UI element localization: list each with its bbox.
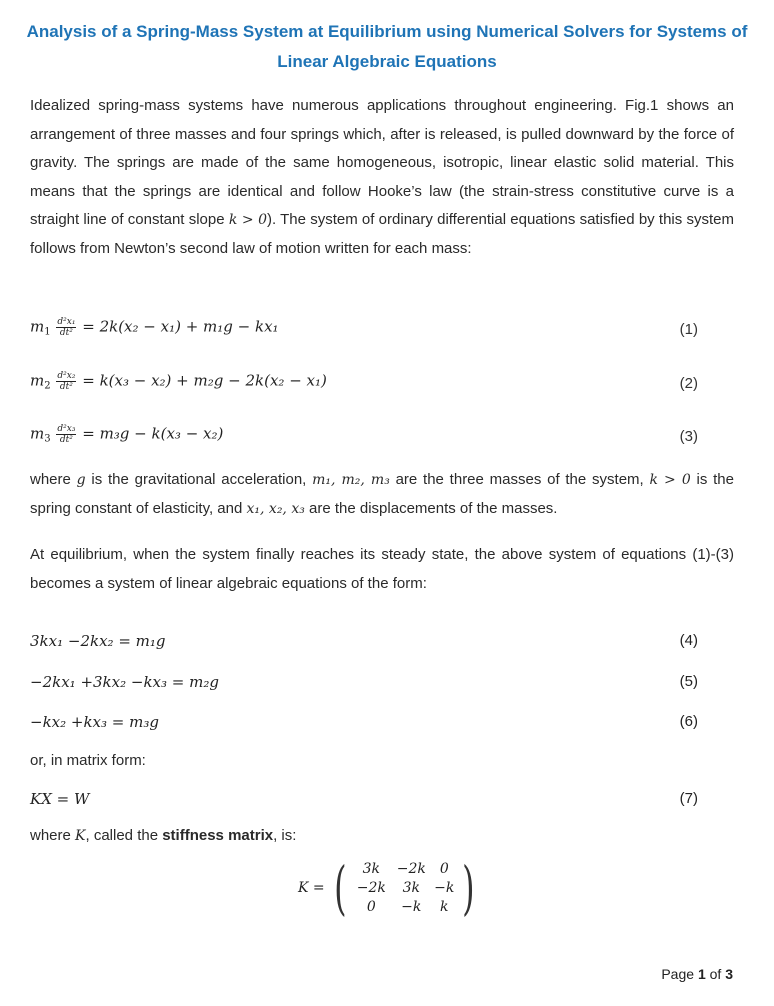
equation-3-body — [30, 424, 223, 445]
page-of: of — [709, 966, 722, 982]
equation-number: (2) — [679, 375, 698, 392]
matrix-grid — [351, 860, 457, 916]
mass-symbol: m — [30, 424, 45, 443]
equation-rhs: = k(x₃ − x₂) + m₂g − 2k(x₂ − x₁) — [82, 371, 327, 390]
matrix-cell: 3k — [362, 861, 380, 877]
equation-number: (1) — [679, 321, 698, 338]
mass-sub: 1 — [44, 326, 51, 338]
matrix-cell: 0 — [366, 899, 376, 915]
stiffness-matrix-term: stiffness matrix — [162, 827, 274, 844]
page-prefix: Page — [661, 966, 695, 982]
equation-rhs: = 2k(x₂ − x₁) + m₁g − kx₁ — [82, 317, 279, 336]
matrix-form-intro: or, in matrix form: — [30, 752, 146, 769]
where-paragraph — [30, 466, 734, 523]
text: are the displacements of the masses. — [309, 499, 558, 517]
math-g: g — [76, 472, 86, 488]
stiffness-paragraph — [30, 822, 734, 851]
stiffness-matrix — [298, 854, 480, 922]
intro-text-end: ). The system of ordinary differential equations satisfied by this system follows from Newton’s second law of motion written for each mass: — [30, 211, 734, 257]
text: where — [30, 471, 71, 488]
equation-text: −kx₂ +kx₃ = m₃g — [30, 713, 159, 731]
text: where — [30, 827, 71, 844]
total-pages: 3 — [725, 966, 733, 982]
math-masses: m₁, m₂, m₃ — [312, 472, 390, 488]
derivative — [56, 371, 76, 392]
mass-symbol: m — [30, 317, 45, 336]
derivative-den: dt² — [59, 382, 73, 392]
equation-2 — [30, 366, 698, 396]
matrix-cell: k — [440, 899, 449, 915]
matrix-label: K = — [298, 880, 325, 896]
equation-rhs: = m₃g − k(x₃ − x₂) — [82, 424, 224, 443]
equation-number: (3) — [679, 428, 698, 445]
text: is the gravitational acceleration, — [91, 471, 307, 488]
page-number — [661, 966, 733, 982]
equation-number: (5) — [679, 673, 698, 690]
equation-1 — [30, 312, 698, 342]
text: is the spring constant of elasticity, and — [30, 471, 734, 517]
matrix-cell: −2k — [356, 880, 386, 896]
equation-number: (4) — [679, 632, 698, 649]
equilibrium-paragraph: At equilibrium, when the system finally reaches its steady state, the above system of equations (1)-(3) becomes a system of linear algebraic equations of the form: — [30, 546, 734, 592]
equation-3 — [30, 419, 698, 449]
intro-paragraph — [30, 92, 734, 264]
matrix-cell: 0 — [439, 861, 449, 877]
intro-text: Idealized spring-mass systems have numerous applications throughout engineering. Fig.1 shows an arrangement of three masses and four springs which, after is released, is pulled downward by the force of gravity. The springs are made of the same homogeneous, isotropic, linear elastic solid material. This means that the springs are identical and follow Hooke’s law (the strain-stress constitutive curve is a straight line of constant slope — [30, 97, 734, 229]
derivative — [56, 317, 76, 338]
math-K: K — [75, 828, 86, 844]
matrix-cell: −2k — [396, 861, 426, 877]
current-page: 1 — [697, 966, 706, 982]
text: , is: — [273, 827, 297, 844]
mass-sub: 3 — [44, 433, 51, 445]
right-paren: ) — [462, 854, 475, 922]
left-paren: ( — [333, 854, 347, 922]
derivative-den: dt² — [59, 435, 73, 445]
derivative — [56, 424, 76, 445]
matrix-cell: −k — [401, 899, 422, 915]
text: are the three masses of the system, — [395, 471, 644, 488]
mass-symbol: m — [30, 371, 45, 390]
derivative-num: d²x₁ — [57, 317, 76, 327]
math-displacements: x₁, x₂, x₃ — [246, 500, 305, 517]
equation-text: −2kx₁ +3kx₂ −kx₃ = m₂g — [30, 673, 219, 691]
math-k: k > 0 — [649, 472, 691, 488]
equation-number: (6) — [679, 713, 698, 730]
derivative-num: d²x₃ — [57, 424, 76, 434]
equation-2-body — [30, 371, 327, 392]
equation-number: (7) — [679, 790, 698, 807]
page-title: Analysis of a Spring-Mass System at Equilibrium using Numerical Solvers for Systems of Linear Algebraic Equations — [26, 22, 748, 71]
matrix-cell: 3k — [402, 880, 420, 896]
text: , called the — [85, 827, 159, 844]
mass-sub: 2 — [44, 380, 51, 392]
equation-text: KX = W — [30, 790, 90, 808]
equation-text: 3kx₁ −2kx₂ = m₁g — [30, 632, 166, 650]
derivative-num: d²x₂ — [57, 371, 76, 381]
matrix-cell: −k — [434, 880, 455, 896]
derivative-den: dt² — [59, 328, 73, 338]
equation-1-body — [30, 317, 279, 338]
intro-math: k > 0 — [228, 212, 267, 229]
